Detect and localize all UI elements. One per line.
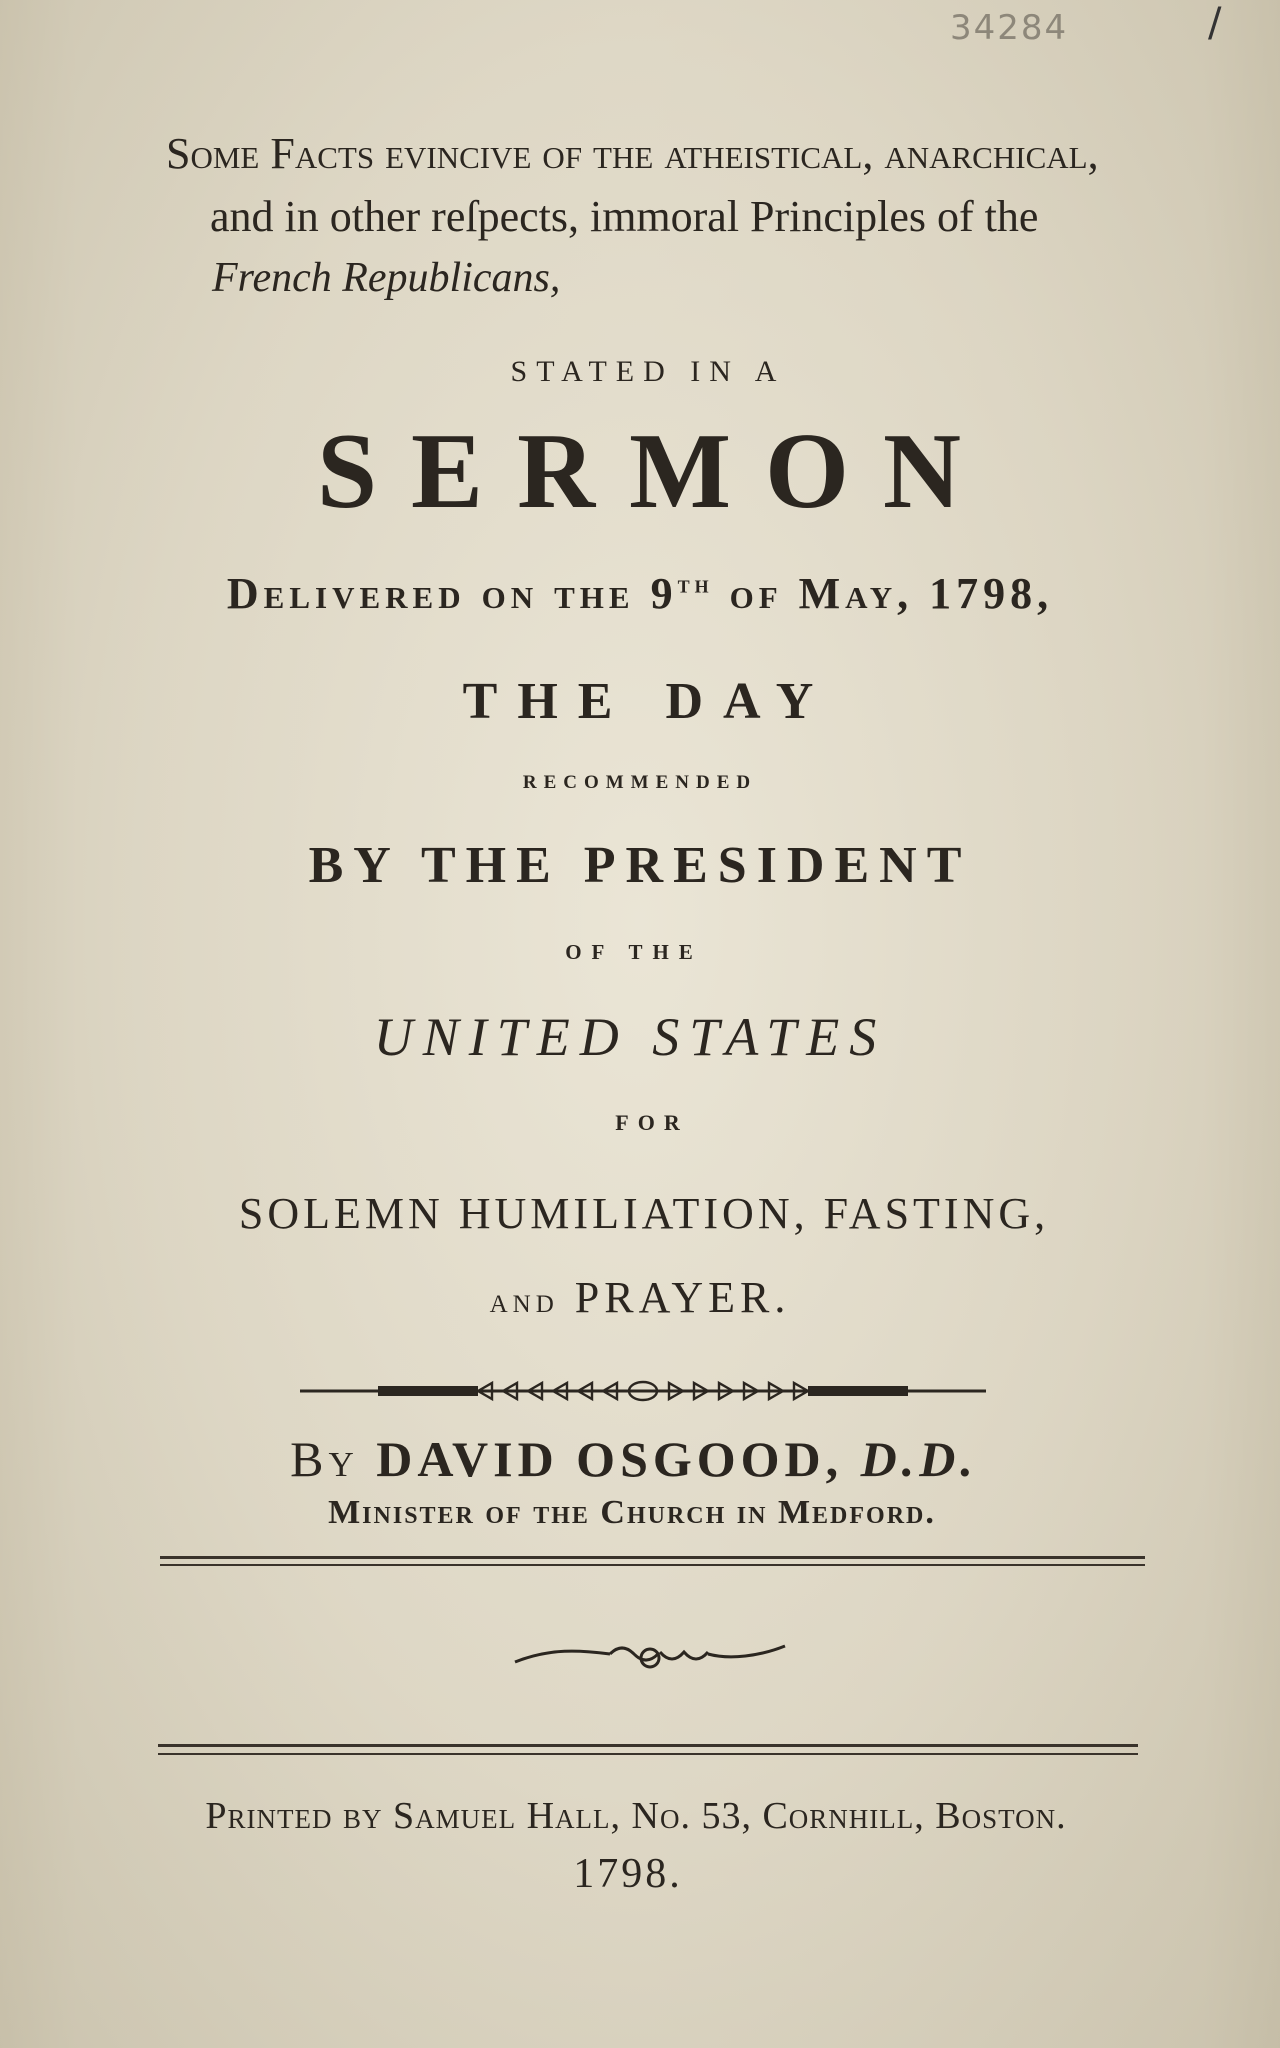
of-the: OF THE <box>565 940 703 964</box>
author-name: DAVID OSGOOD, <box>376 1431 844 1487</box>
intro-line-3: French Republicans, <box>212 255 561 301</box>
author-by: By <box>290 1431 359 1487</box>
prayer-word: PRAYER. <box>574 1273 791 1322</box>
recommended: RECOMMENDED <box>522 772 758 793</box>
intro-line-2: and in other reſpects, immoral Principles of the <box>210 192 1039 241</box>
imprint-year: 1798. <box>573 1851 683 1897</box>
double-rule-top-1 <box>160 1556 1145 1559</box>
double-rule-top-2 <box>160 1564 1145 1566</box>
minister-line: Minister of the Church in Medford. <box>328 1494 936 1531</box>
intro-line-1: Some Facts evincive of the atheiſtical, anarchical, <box>166 129 1099 178</box>
double-rule-bottom-1 <box>158 1744 1138 1747</box>
sermon-heading: SERMON <box>316 412 996 531</box>
delivered-superscript: th <box>677 569 714 599</box>
author-line <box>0 1430 1274 1488</box>
delivered-line <box>0 568 1280 619</box>
and-word: and <box>489 1280 559 1320</box>
united-states: UNITED STATES <box>373 1007 887 1067</box>
double-rule-bottom-2 <box>158 1753 1138 1755</box>
and-prayer-line <box>0 1272 1280 1323</box>
delivered-suffix: of May, 1798, <box>713 569 1054 618</box>
ornamental-rule <box>298 1376 988 1406</box>
solemn-line: SOLEMN HUMILIATION, FASTING, <box>238 1189 1050 1238</box>
for: FOR <box>615 1110 689 1135</box>
flourish-ornament <box>510 1630 790 1680</box>
delivered-prefix: Delivered on the 9 <box>226 569 678 618</box>
author-degree: D.D. <box>860 1431 978 1487</box>
imprint-line: Printed by Samuel Hall, No. 53, Cornhill, Boston. <box>205 1795 1067 1837</box>
corner-mark: / <box>1208 0 1222 46</box>
catalog-number: 34284 <box>950 8 1069 48</box>
stated-in-a: STATED IN A <box>510 355 786 388</box>
by-the-president: BY THE PRESIDENT <box>308 837 972 894</box>
the-day: THE DAY <box>462 673 834 730</box>
